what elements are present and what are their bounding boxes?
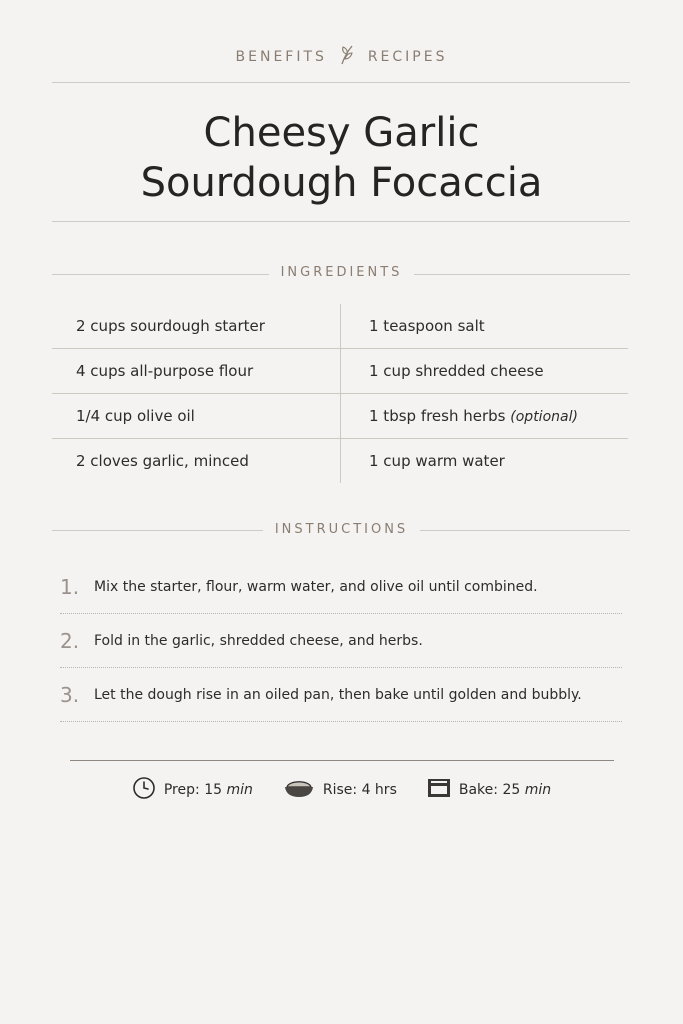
prep-label: Prep:: [163, 782, 200, 798]
list-item: [60, 668, 622, 722]
step-text: Let the dough rise in an oiled pan, then bake until golden and bubbly.: [94, 686, 582, 703]
prep-time: [132, 776, 253, 804]
ingredients-heading: INGREDIENTS: [0, 265, 683, 280]
oven-icon: [427, 777, 451, 803]
ingredients-table: [52, 304, 628, 483]
step-text: Mix the starter, flour, warm water, and olive oil until combined.: [94, 578, 538, 595]
ingredient-cell: 1 cup shredded cheese: [340, 349, 628, 393]
ingredient-cell: 1 cup warm water: [340, 439, 628, 483]
ingredient-cell: [340, 394, 628, 438]
instructions-list: [60, 560, 622, 722]
rise-value: 4 hrs: [361, 782, 397, 798]
ingredient-cell: 1/4 cup olive oil: [76, 407, 195, 425]
ingredient-cell: 2 cups sourdough starter: [76, 317, 265, 335]
step-number: 1.: [60, 574, 80, 599]
bake-time: [427, 777, 551, 803]
step-number: 2.: [60, 628, 80, 653]
table-row: [52, 439, 628, 483]
brand-left: BENEFITS: [235, 49, 327, 65]
leaf-icon: [338, 44, 356, 70]
page-title: [0, 108, 683, 208]
step-text: Fold in the garlic, shredded cheese, and herbs.: [94, 632, 423, 649]
rise-label: Rise:: [322, 782, 358, 798]
table-row: [52, 394, 628, 439]
bake-unit: min: [524, 782, 552, 798]
ingredient-cell: 1 teaspoon salt: [340, 304, 628, 348]
rise-time: [283, 777, 397, 803]
prep-value: 15: [204, 782, 223, 798]
table-row: [52, 304, 628, 349]
clock-icon: [132, 776, 156, 804]
bake-value: 25: [502, 782, 521, 798]
ingredient-text: 1 tbsp fresh herbs: [369, 407, 506, 425]
table-row: [52, 349, 628, 394]
ingredient-note: (optional): [510, 409, 578, 425]
recipe-times: [0, 776, 683, 804]
ingredient-cell: 4 cups all-purpose flour: [76, 362, 254, 380]
title-line-2: Sourdough Focaccia: [140, 160, 543, 206]
bowl-icon: [283, 777, 315, 803]
brand-right: RECIPES: [367, 49, 448, 65]
ingredient-cell: 2 cloves garlic, minced: [76, 452, 249, 470]
step-number: 3.: [60, 682, 80, 707]
divider: [52, 82, 630, 83]
title-line-1: Cheesy Garlic: [203, 110, 480, 156]
prep-unit: min: [226, 782, 253, 798]
list-item: [60, 560, 622, 614]
instructions-heading: INSTRUCTIONS: [0, 522, 683, 537]
divider: [70, 760, 614, 761]
brand-header: [0, 44, 683, 70]
bake-label: Bake:: [458, 782, 498, 798]
divider: [52, 221, 630, 222]
list-item: [60, 614, 622, 668]
